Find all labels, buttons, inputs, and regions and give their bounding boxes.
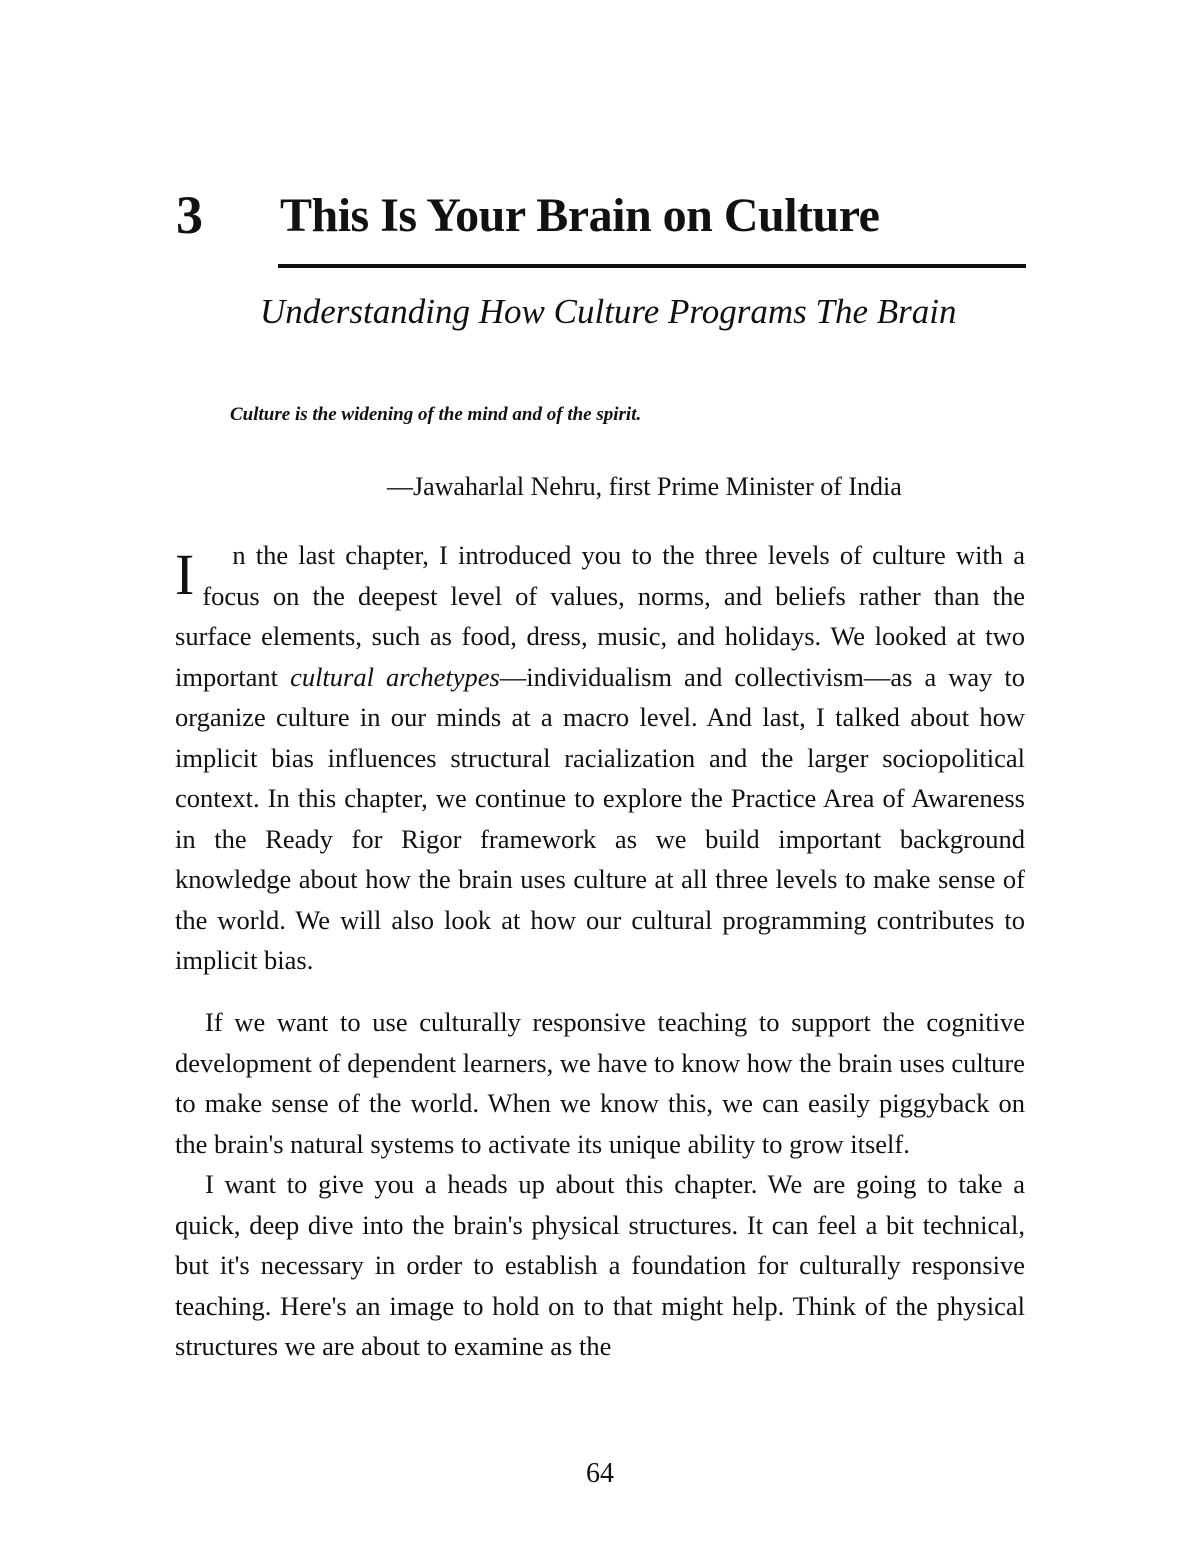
paragraph-1-text-a: n the last chapter, I introduced you to the three levels of culture with a focus on the deepest level of values, norms, and beliefs rather than the surface elements, such as food, dress, music, and holidays. We looked at two important bbox=[175, 540, 1025, 692]
body-paragraph-3: I want to give you a heads up about this chapter. We are going to take a quick, deep dive into the brain's physical structures. It can feel a bit technical, but it's necessary in order to establish a foundation for culturally responsive teaching. Here's an image to hold on to that might help. Think of the physical structures we are about to examine as the bbox=[175, 1169, 1025, 1361]
chapter-number: 3 bbox=[176, 185, 203, 245]
epigraph-quote: Culture is the widening of the mind and of the spirit. bbox=[230, 404, 642, 425]
paragraph-1-italic-term: cultural archetypes bbox=[290, 661, 500, 692]
epigraph-attribution: —Jawaharlal Nehru, first Prime Minister of India bbox=[387, 472, 902, 501]
body-paragraph-1 bbox=[175, 535, 1025, 981]
page-number: 64 bbox=[586, 1458, 614, 1489]
body-paragraph-2: If we want to use culturally responsive teaching to support the cognitive development of dependent learners, we have to know how the brain uses culture to make sense of the world. When we know this, we can easily piggyback on the brain's natural systems to activate its unique ability to grow itself. bbox=[175, 1007, 1025, 1159]
paragraph-1-text-b: —individualism and collectivism—as a way to organize culture in our minds at a macro level. And last, I talked about how implicit bias influences structural racialization and the larger sociopolitical context. In this chapter, we continue to explore the Practice Area of Awareness in the Ready for Rigor framework as we build important background knowledge about how the brain uses culture at all three levels to make sense of the world. We will also look at how our cultural programming contributes to implicit bias. bbox=[175, 661, 1025, 975]
drop-cap: I bbox=[175, 542, 195, 607]
chapter-title: This Is Your Brain on Culture bbox=[280, 189, 880, 242]
chapter-subtitle: Understanding How Culture Programs The Brain bbox=[260, 292, 957, 331]
title-divider bbox=[278, 264, 1026, 268]
